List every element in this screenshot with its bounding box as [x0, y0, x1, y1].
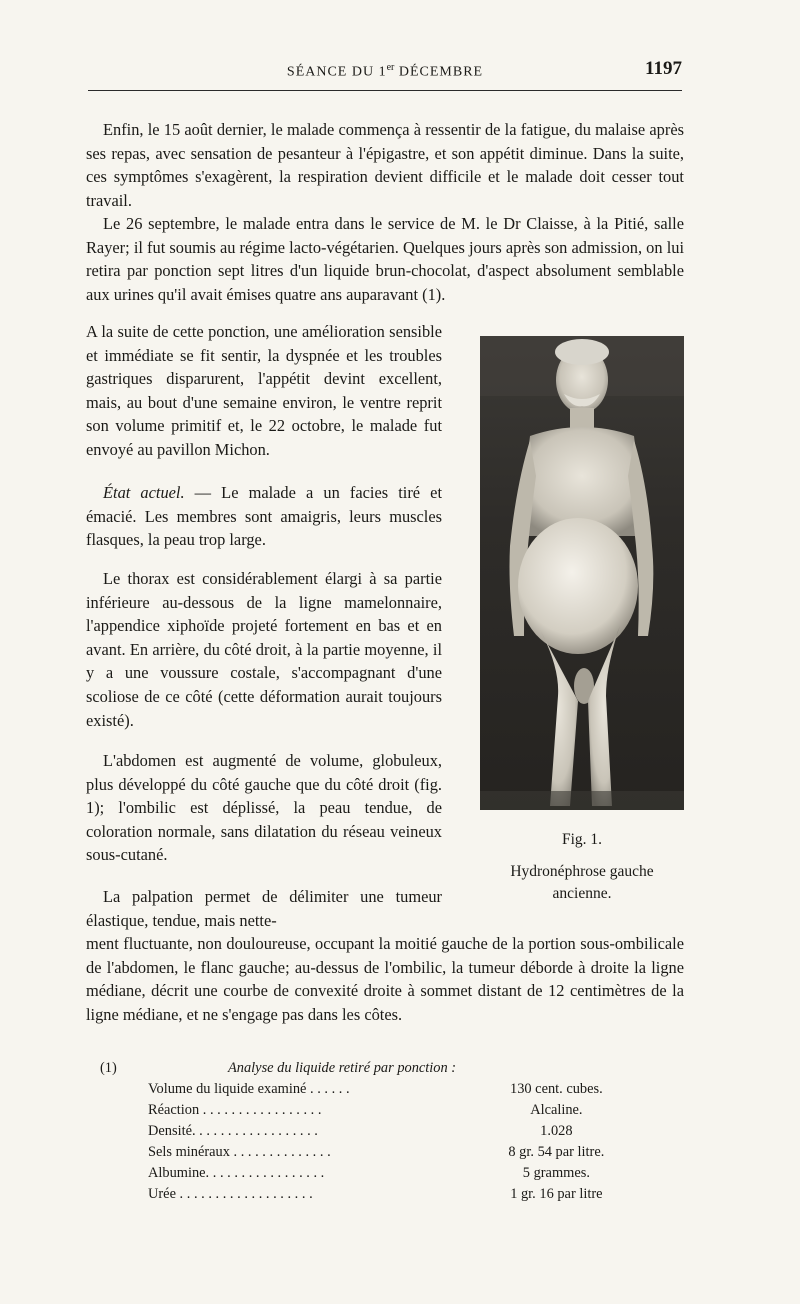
paragraph-2: Le 26 septembre, le malade entra dans le service de M. le Dr Claisse, à la Pitié, salle Rayer; il fut soumis au régime lacto-végétarien. Quelques jours après son admission, on lui retira par ponction sept litres d'un liquide brun-chocolat, d'aspect absolument semblable aux urines qu'il avait émises quatre ans auparavant (1).: [86, 214, 684, 304]
table-row: [100, 1184, 640, 1205]
table-row: [100, 1142, 640, 1163]
analysis-label: Urée . . . . . . . . . . . . . . . . . . .: [148, 1186, 313, 1202]
analysis-value: 8 gr. 54 par litre.: [508, 1144, 605, 1160]
table-row: [100, 1079, 640, 1100]
table-row: [100, 1163, 640, 1184]
paragraph-1: Enfin, le 15 août dernier, le malade commença à ressentir de la fatigue, du malaise après ses repas, avec sensation de pesanteur à l'épigastre, et son appétit diminue. Dans la suite, ces symptômes s'exagèrent, la respiration devient difficile et le malade doit cesser tout travail.: [86, 120, 684, 210]
figure-label: Fig. 1.: [561, 831, 603, 848]
paragraph-7-end: ment fluctuante, non douloureuse, occupant la moitié gauche de la portion sous-ombilicale de l'abdomen, le flanc gauche; au-dessus de l'ombilic, la tumeur déborde à droite la ligne médiane, décrit une courbe de convexité droite à sommet distant de 12 centimètres de la ligne médiane, et ne s'engage pas dans les côtes.: [86, 934, 684, 1024]
analysis-value: Alcaline.: [530, 1102, 583, 1118]
paragraph-7-start: La palpation permet de délimiter une tumeur élastique, tendue, mais nette-: [86, 887, 442, 930]
running-header: [88, 58, 682, 91]
table-row: [100, 1100, 640, 1121]
analysis-label: Volume du liquide examiné . . . . . .: [148, 1081, 350, 1097]
figure-caption-line-1: Hydronéphrose gauche: [510, 863, 654, 880]
paragraph-4: État actuel. — Le malade a un facies tiré et émacié. Les membres sont amaigris, leurs muscles flasques, la peau trop large.: [86, 483, 442, 550]
etat-actuel-label: État actuel.: [103, 483, 185, 502]
figure-caption-line-2: ancienne.: [552, 885, 612, 902]
paragraph-6: L'abdomen est augmenté de volume, globuleux, plus développé du côté gauche que du côté droit (fig. 1); l'ombilic est déplissé, la peau tendue, de coloration normale, sans dilatation du réseau veineux sous-cutané.: [86, 751, 442, 865]
paragraph-3: A la suite de cette ponction, une amélioration sensible et immédiate se fit sentir, la dyspnée et les troubles gastriques disparurent, l'appétit devint excellent, mais, au bout d'une semaine environ, le ventre reprit son volume primitif et, le 22 octobre, le malade fut envoyé au pavillon Michon.: [86, 322, 442, 459]
analysis-value: 130 cent. cubes.: [510, 1081, 603, 1097]
paragraph-5: Le thorax est considérablement élargi à sa partie inférieure au-dessous de la ligne mamelonnaire, l'appendice xiphoïde projeté fortement en bas et en avant. En arrière, du côté droit, à la partie moyenne, il y a une voussure costale, s'accompagnant d'une scoliose de ce côté (cette déformation aurait toujours existé).: [86, 569, 442, 730]
footnote: [100, 1058, 640, 1205]
analysis-label: Densité. . . . . . . . . . . . . . . . . .: [148, 1123, 318, 1139]
footnote-heading: [100, 1058, 640, 1079]
analysis-label: Albumine. . . . . . . . . . . . . . . . .: [148, 1165, 325, 1181]
page-number: 1197: [645, 58, 682, 79]
patient-photograph: [480, 336, 684, 810]
footnote-number: (1): [100, 1060, 117, 1076]
analysis-value: 1.028: [540, 1123, 573, 1139]
analysis-label: Réaction . . . . . . . . . . . . . . . . .: [148, 1102, 322, 1118]
header-title: SÉANCE DU 1er DÉCEMBRE: [286, 62, 484, 80]
footnote-title: Analyse du liquide retiré par ponction :: [228, 1060, 457, 1076]
analysis-value: 5 grammes.: [522, 1165, 590, 1181]
table-row: [100, 1121, 640, 1142]
analysis-value: 1 gr. 16 par litre: [510, 1186, 603, 1202]
analysis-label: Sels minéraux . . . . . . . . . . . . . .: [148, 1144, 331, 1160]
